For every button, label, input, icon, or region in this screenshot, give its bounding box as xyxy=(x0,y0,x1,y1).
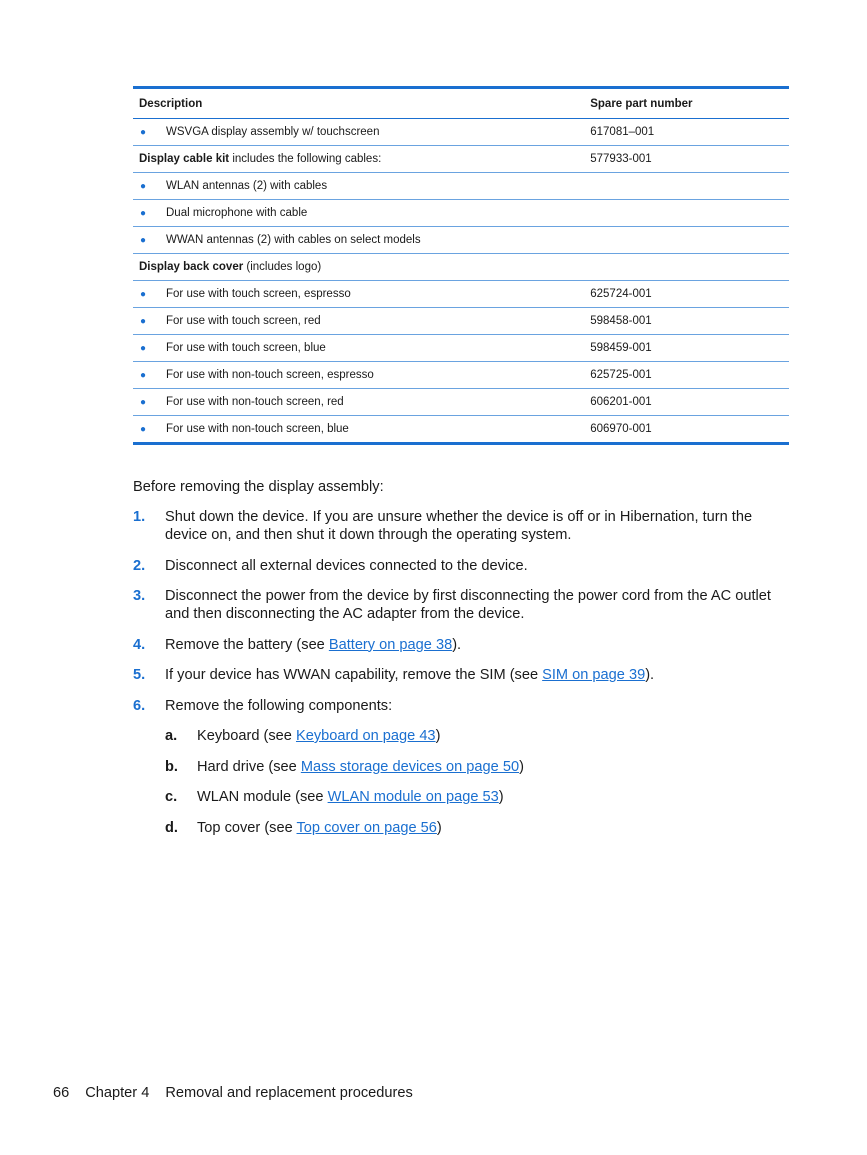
table-row xyxy=(133,308,789,335)
table-header-row xyxy=(133,89,789,119)
bullet-icon: ● xyxy=(140,369,147,381)
row-description-text: For use with non-touch screen, red xyxy=(166,396,344,408)
table-bottom-rule xyxy=(133,442,789,445)
row-description xyxy=(133,342,584,354)
bullet-icon: ● xyxy=(140,126,147,138)
step-text xyxy=(165,666,793,684)
row-description-text: For use with touch screen, red xyxy=(166,315,321,327)
substep-letter: d. xyxy=(165,819,178,836)
substep-text-body: Hard drive (see xyxy=(197,758,301,775)
step-number: 3. xyxy=(133,588,146,604)
row-part-number: 617081–001 xyxy=(590,126,655,138)
substep-link[interactable]: Top cover on page 56 xyxy=(296,819,437,836)
row-description-text: includes the following cables: xyxy=(229,153,382,165)
substep-link[interactable]: Mass storage devices on page 50 xyxy=(300,758,520,775)
step-number: 6. xyxy=(133,697,146,714)
row-description-text: For use with touch screen, espresso xyxy=(166,288,351,300)
substep-item xyxy=(165,727,793,745)
step-text xyxy=(165,636,793,654)
row-part-number: 625724-001 xyxy=(590,288,652,300)
table-body xyxy=(133,119,789,442)
row-description-text: Dual microphone with cable xyxy=(166,207,308,219)
table-row xyxy=(133,362,789,389)
page-footer xyxy=(53,1085,429,1101)
step-item xyxy=(133,587,793,623)
step-item xyxy=(133,697,793,715)
row-description-text: For use with non-touch screen, espresso xyxy=(166,369,374,381)
substep-letter: b. xyxy=(165,758,178,775)
step-text xyxy=(165,508,793,544)
row-description xyxy=(133,234,584,246)
step-item xyxy=(133,508,793,544)
row-description xyxy=(133,396,584,408)
table-row xyxy=(133,119,789,146)
bullet-icon: ● xyxy=(140,288,147,300)
substep-text-after: ) xyxy=(498,789,504,805)
row-description xyxy=(133,180,584,192)
step-text-after: ). xyxy=(645,667,655,683)
footer-chapter: Chapter 4 xyxy=(85,1085,150,1101)
row-part-number: 598458-001 xyxy=(590,315,652,327)
substep-text-after: ) xyxy=(436,819,442,836)
table-row xyxy=(133,416,789,442)
substep-item xyxy=(165,819,793,837)
bullet-icon: ● xyxy=(140,234,147,246)
table-row xyxy=(133,146,789,173)
substep-text xyxy=(197,788,793,806)
intro-text: Before removing the display assembly: xyxy=(133,479,384,495)
substep-letter: c. xyxy=(165,789,178,805)
header-part-number: Spare part number xyxy=(590,97,693,110)
row-description-text: WLAN antennas (2) with cables xyxy=(166,180,328,192)
row-description-bold: Display back cover xyxy=(139,261,244,273)
row-part-number: 598459-001 xyxy=(590,342,652,354)
row-description xyxy=(133,207,584,219)
step-text-body: Disconnect all external devices connected to the device. xyxy=(165,557,528,574)
step-text xyxy=(165,587,793,623)
row-description-text: For use with non-touch screen, blue xyxy=(166,423,349,435)
step-link[interactable]: SIM on page 39 xyxy=(542,667,646,683)
step-item xyxy=(133,557,793,575)
row-description-bold: Display cable kit xyxy=(139,153,230,165)
substep-text-after: ) xyxy=(519,758,524,775)
bullet-icon: ● xyxy=(140,180,147,192)
steps-list xyxy=(133,508,793,849)
row-description-text: (includes logo) xyxy=(243,261,322,273)
step-number: 5. xyxy=(133,667,146,683)
parts-table xyxy=(133,86,789,445)
table-row xyxy=(133,335,789,362)
step-number: 1. xyxy=(133,509,146,525)
step-number: 2. xyxy=(133,557,146,574)
step-number: 4. xyxy=(133,636,146,653)
step-text-body: Disconnect the power from the device by first disconnecting the power cord from the AC outlet and then disconnecting the AC adapter from the device. xyxy=(165,588,771,622)
substep-item xyxy=(165,758,793,776)
substep-text-after: ) xyxy=(435,728,441,744)
row-description-text: WSVGA display assembly w/ touchscreen xyxy=(166,126,380,138)
substep-text xyxy=(197,758,793,776)
row-description xyxy=(133,261,584,273)
row-part-number: 577933-001 xyxy=(590,153,652,165)
bullet-icon: ● xyxy=(140,396,147,408)
substeps-list xyxy=(165,727,793,837)
bullet-icon: ● xyxy=(140,342,147,354)
substep-text xyxy=(197,727,793,745)
bullet-icon: ● xyxy=(140,207,147,219)
row-part-number: 606970-001 xyxy=(590,423,652,435)
substep-text xyxy=(197,819,793,837)
table-row xyxy=(133,200,789,227)
step-item xyxy=(133,666,793,684)
step-item xyxy=(133,636,793,654)
row-description xyxy=(133,126,584,138)
row-part-number: 606201-001 xyxy=(590,396,652,408)
bullet-icon: ● xyxy=(140,315,147,327)
row-description-text: WWAN antennas (2) with cables on select models xyxy=(166,234,421,246)
table-row xyxy=(133,227,789,254)
step-text-body: If your device has WWAN capability, remove the SIM (see xyxy=(165,667,543,683)
row-part-number: 625725-001 xyxy=(590,369,652,381)
bullet-icon: ● xyxy=(140,423,147,435)
row-description xyxy=(133,315,584,327)
step-link[interactable]: Battery on page 38 xyxy=(328,636,453,653)
row-description xyxy=(133,423,584,435)
step-text-body: Remove the following components: xyxy=(165,697,393,714)
step-text-body: Remove the battery (see xyxy=(165,636,329,653)
substep-text-body: WLAN module (see xyxy=(197,789,328,805)
step-text xyxy=(165,557,793,575)
substep-text-body: Top cover (see xyxy=(197,819,297,836)
table-row xyxy=(133,281,789,308)
substep-link[interactable]: Keyboard on page 43 xyxy=(295,728,436,744)
row-description xyxy=(133,369,584,381)
step-text-after: ). xyxy=(452,636,462,653)
table-row xyxy=(133,389,789,416)
table-row xyxy=(133,254,789,281)
header-description: Description xyxy=(139,97,203,110)
row-description xyxy=(133,288,584,300)
row-description-text: For use with touch screen, blue xyxy=(166,342,326,354)
substep-letter: a. xyxy=(165,728,178,744)
table-row xyxy=(133,173,789,200)
substep-item xyxy=(165,788,793,806)
step-text xyxy=(165,697,793,715)
row-description xyxy=(133,153,584,165)
footer-title: Removal and replacement procedures xyxy=(165,1085,413,1101)
substep-link[interactable]: WLAN module on page 53 xyxy=(327,789,499,805)
step-text-body: Shut down the device. If you are unsure whether the device is off or in Hibernation, turn the device on, and then shut it down through the operating system. xyxy=(165,509,753,543)
page-number: 66 xyxy=(53,1085,70,1101)
substep-text-body: Keyboard (see xyxy=(197,728,296,744)
